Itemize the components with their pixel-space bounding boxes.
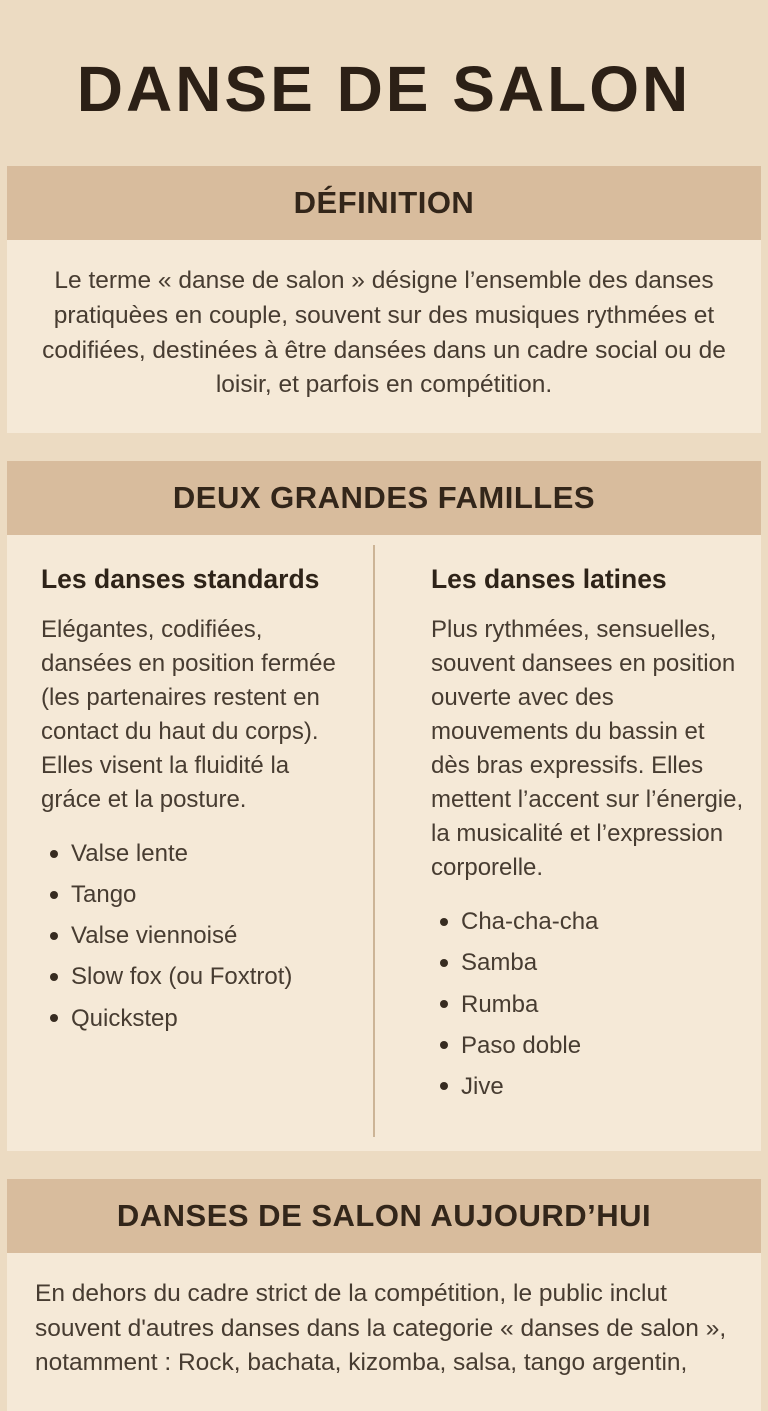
list-item: Paso doble	[435, 1029, 745, 1063]
standards-title: Les danses standards	[41, 564, 320, 595]
list-item: Slow fox (ou Foxtrot)	[45, 960, 355, 994]
list-item: Cha-cha-cha	[435, 905, 745, 939]
page-title: DANSE DE SALON	[76, 53, 692, 125]
list-item: Valse lente	[45, 837, 355, 871]
list-item: Valse viennoisé	[45, 919, 355, 953]
section-aujourdhui	[7, 1179, 761, 1411]
list-item: Quickstep	[45, 1002, 355, 1036]
familles-heading: DEUX GRANDES FAMILLES	[7, 461, 761, 535]
latines-description: Plus rythmées, sensuelles, souvent dansees en position ouverte avec des mouvements du bassin et dès bras expressifs. Elles mettent l’accent sur l’énergie, la musicalité et l’expression corporelle.	[431, 615, 744, 882]
standards-description: Elégantes, codifiées, dansées en position fermée (les partenaires restent en contact du haut du corps). Elles visent la fluidité la gráce et la posture.	[41, 615, 336, 814]
list-item: Rumba	[435, 988, 745, 1022]
definition-heading: DÉFINITION	[7, 166, 761, 240]
standards-column	[7, 535, 373, 1151]
section-definition	[7, 166, 761, 433]
list-item: Tango	[45, 878, 355, 912]
list-item: Samba	[435, 946, 745, 980]
aujourdhui-body: En dehors du cadre strict de la compétition, le public inclut souvent d'autres danses dans la categorie « danses de salon », notamment : Rock, bachata, kizomba, salsa, tango argentin,	[7, 1253, 761, 1411]
latines-column	[375, 535, 761, 1151]
aujourdhui-heading: DANSES DE SALON AUJOURD’HUI	[7, 1179, 761, 1253]
latines-list	[435, 905, 745, 1103]
section-deux-grandes-familles	[7, 461, 761, 1151]
standards-list	[45, 837, 355, 1035]
definition-body: Le terme « danse de salon » désigne l’ensemble des danses pratiquèes en couple, souvent sur des musiques rythmées et codifiées, destinées à être dansées dans un cadre social ou de loisir, et parfois en compétition.	[7, 240, 761, 433]
latines-title: Les danses latines	[431, 564, 667, 595]
familles-columns	[7, 535, 761, 1151]
list-item: Jive	[435, 1070, 745, 1104]
